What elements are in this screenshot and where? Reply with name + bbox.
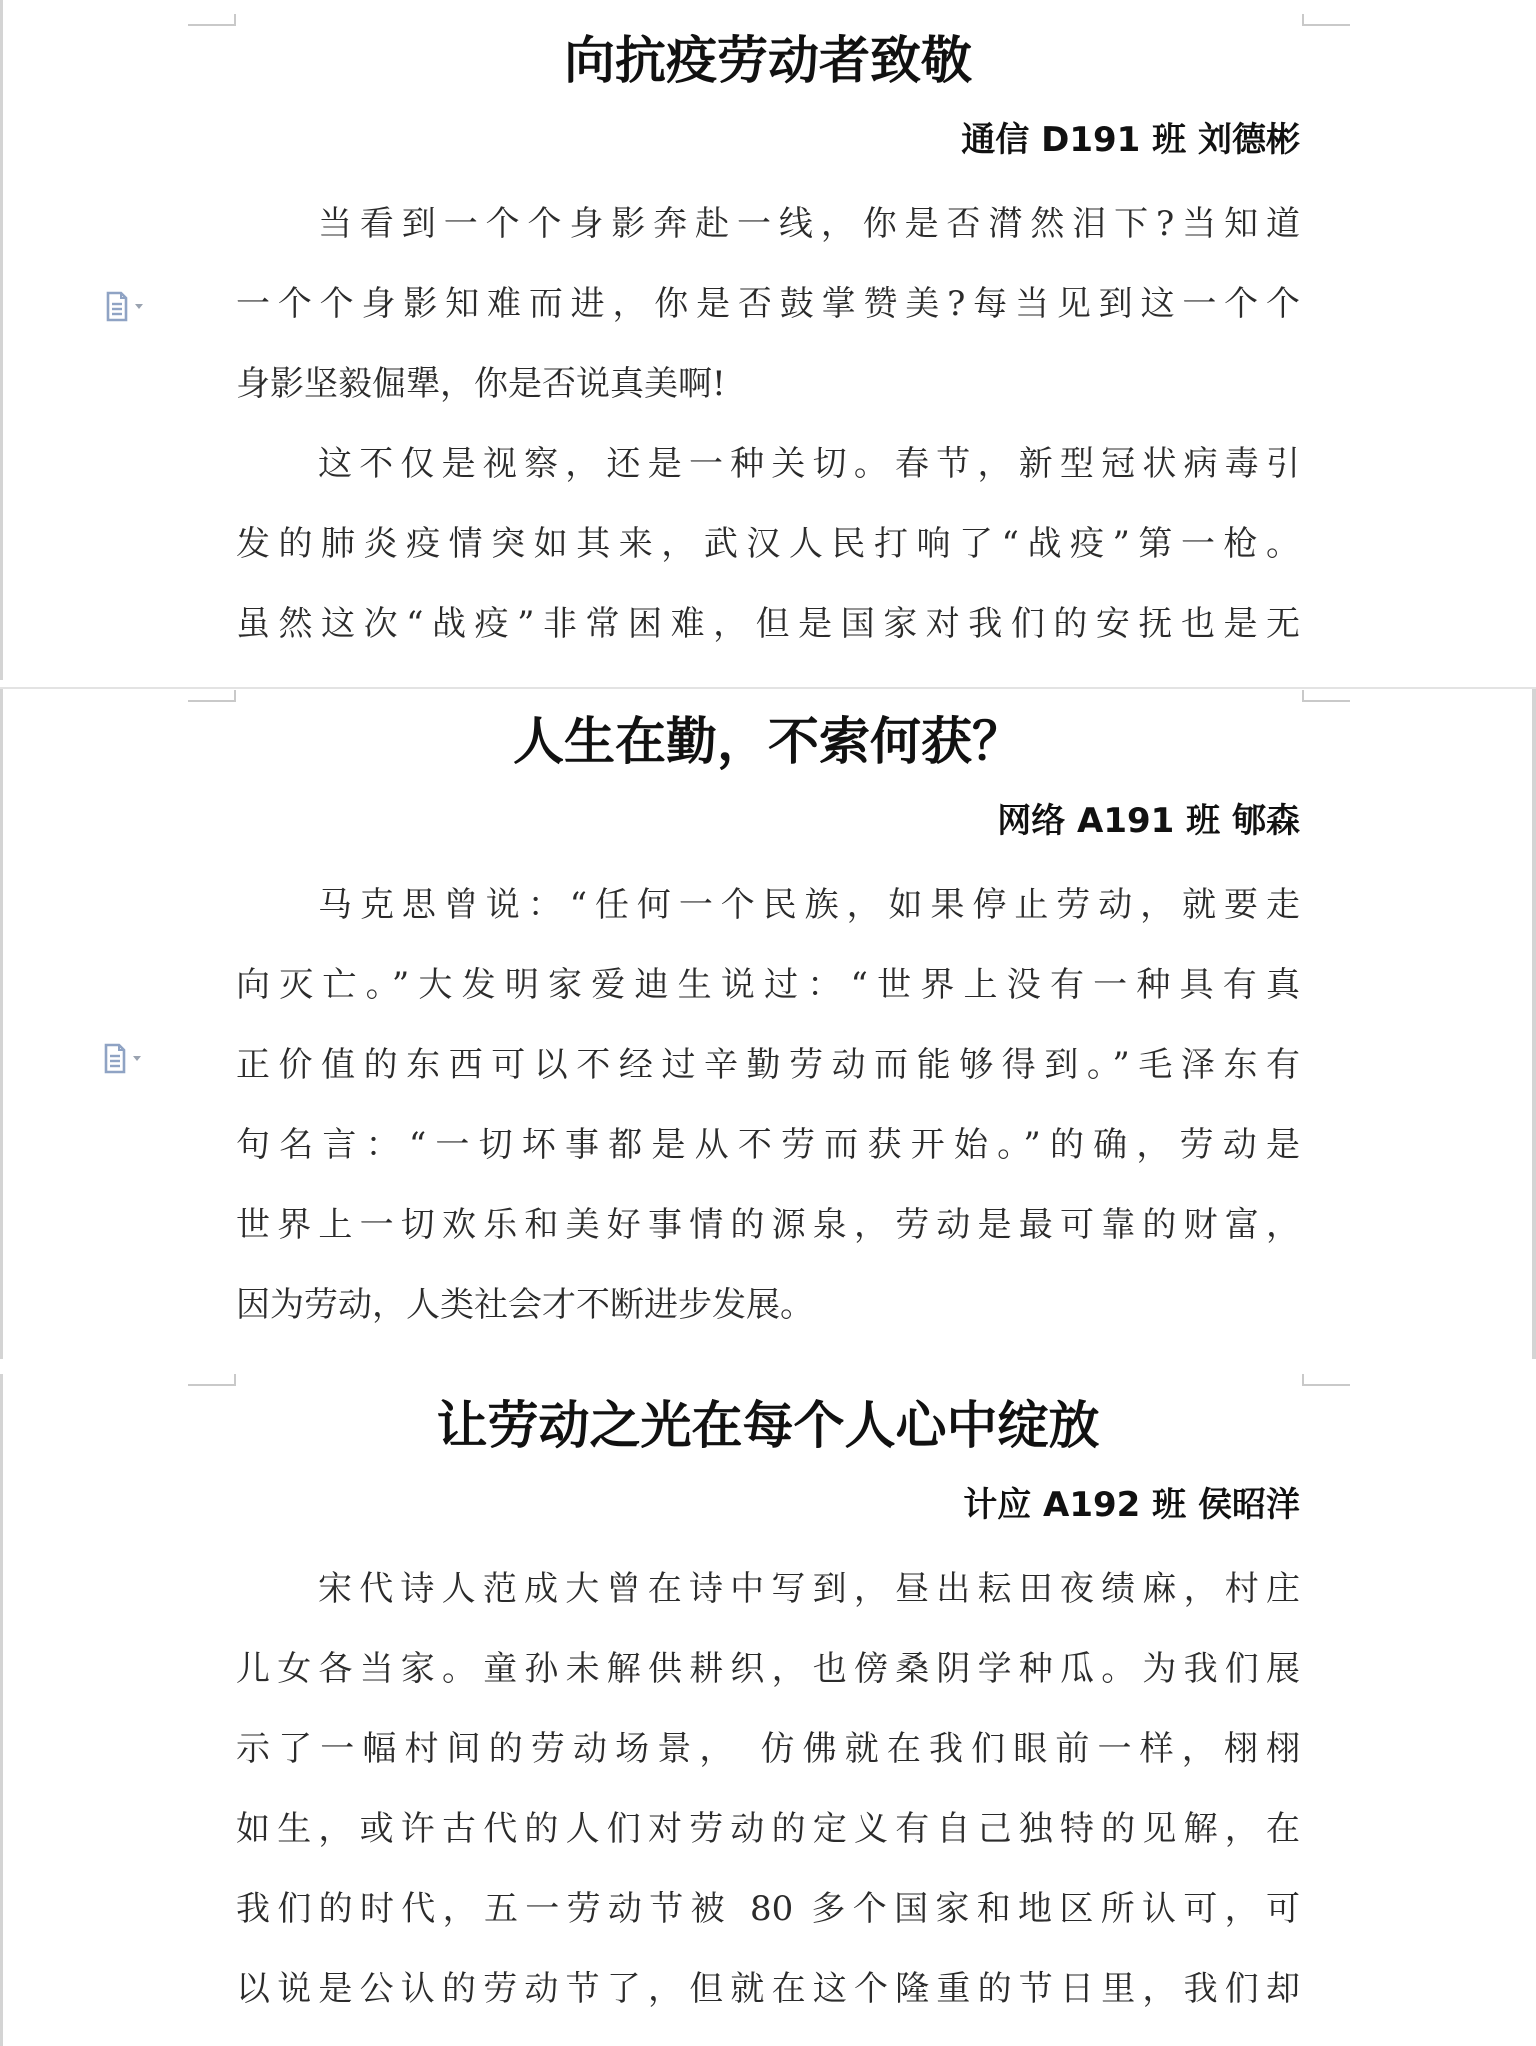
margin-corner-mark — [188, 14, 236, 26]
body-line: 儿女各当家。童孙未解供耕织，也傍桑阴学种瓜。为我们展 — [236, 1649, 1300, 1689]
article-body — [236, 865, 1300, 1345]
margin-corner-mark — [1302, 1374, 1350, 1386]
body-line: 句名言：“一切坏事都是从不劳而获开始。”的确，劳动是 — [236, 1125, 1300, 1165]
margin-corner-mark — [188, 690, 236, 702]
body-line: 虽然这次“战疫”非常困难，但是国家对我们的安抚也是无 — [236, 604, 1300, 644]
margin-corner-mark — [1302, 690, 1350, 702]
margin-corner-mark — [188, 1374, 236, 1386]
body-line: 一个个身影知难而进，你是否鼓掌赞美?每当见到这一个个 — [236, 284, 1300, 324]
body-line: 世界上一切欢乐和美好事情的源泉，劳动是最可靠的财富， — [236, 1205, 1300, 1245]
page-left-edge — [0, 1374, 3, 2046]
body-line: 发的肺炎疫情突如其来，武汉人民打响了“战疫”第一枪。 — [236, 524, 1300, 564]
body-line: 宋代诗人范成大曾在诗中写到，昼出耘田夜绩麻，村庄 — [318, 1569, 1300, 1609]
article-body — [236, 184, 1300, 664]
article-author: 网络 A191 班 郇森 — [997, 801, 1300, 841]
body-line: 向灭亡。”大发明家爱迪生说过：“世界上没有一种具有真 — [236, 965, 1300, 1005]
article-title: 让劳动之光在每个人心中绽放 — [436, 1397, 1100, 1456]
body-line: 如生，或许古代的人们对劳动的定义有自己独特的见解，在 — [236, 1809, 1300, 1849]
article-body — [236, 1549, 1300, 2029]
page-separator — [0, 687, 1536, 689]
article-title: 向抗疫劳动者致敬 — [563, 32, 972, 91]
article-author: 计应 A192 班 侯昭洋 — [963, 1485, 1300, 1525]
article-author: 通信 D191 班 刘德彬 — [961, 120, 1300, 160]
page-left-edge — [0, 0, 3, 680]
page-right-edge — [1532, 689, 1536, 1359]
body-line: 正价值的东西可以不经过辛勤劳动而能够得到。”毛泽东有 — [236, 1045, 1300, 1085]
article-3 — [236, 1391, 1300, 2029]
body-line: 我们的时代，五一劳动节被 80 多个国家和地区所认可，可 — [236, 1889, 1300, 1929]
body-line: 这不仅是视察，还是一种关切。春节，新型冠状病毒引 — [318, 444, 1300, 484]
paragraph-options-icon[interactable] — [104, 290, 152, 324]
body-line: 以说是公认的劳动节了，但就在这个隆重的节日里，我们却 — [236, 1969, 1300, 2009]
article-1 — [236, 26, 1300, 664]
margin-corner-mark — [1302, 14, 1350, 26]
article-title: 人生在勤，不索何获？ — [512, 713, 1023, 772]
paragraph-options-icon[interactable] — [102, 1042, 150, 1076]
body-line: 当看到一个个身影奔赴一线，你是否潸然泪下?当知道 — [318, 204, 1300, 244]
body-line: 马克思曾说：“任何一个民族，如果停止劳动，就要走 — [318, 885, 1300, 925]
body-line: 身影坚毅倔犟，你是否说真美啊! — [236, 364, 726, 404]
body-line: 示了一幅村间的劳动场景， 仿佛就在我们眼前一样，栩栩 — [236, 1729, 1300, 1769]
page-left-edge — [0, 689, 3, 1359]
body-line: 因为劳动，人类社会才不断进步发展。 — [236, 1285, 814, 1325]
article-2 — [236, 707, 1300, 1345]
